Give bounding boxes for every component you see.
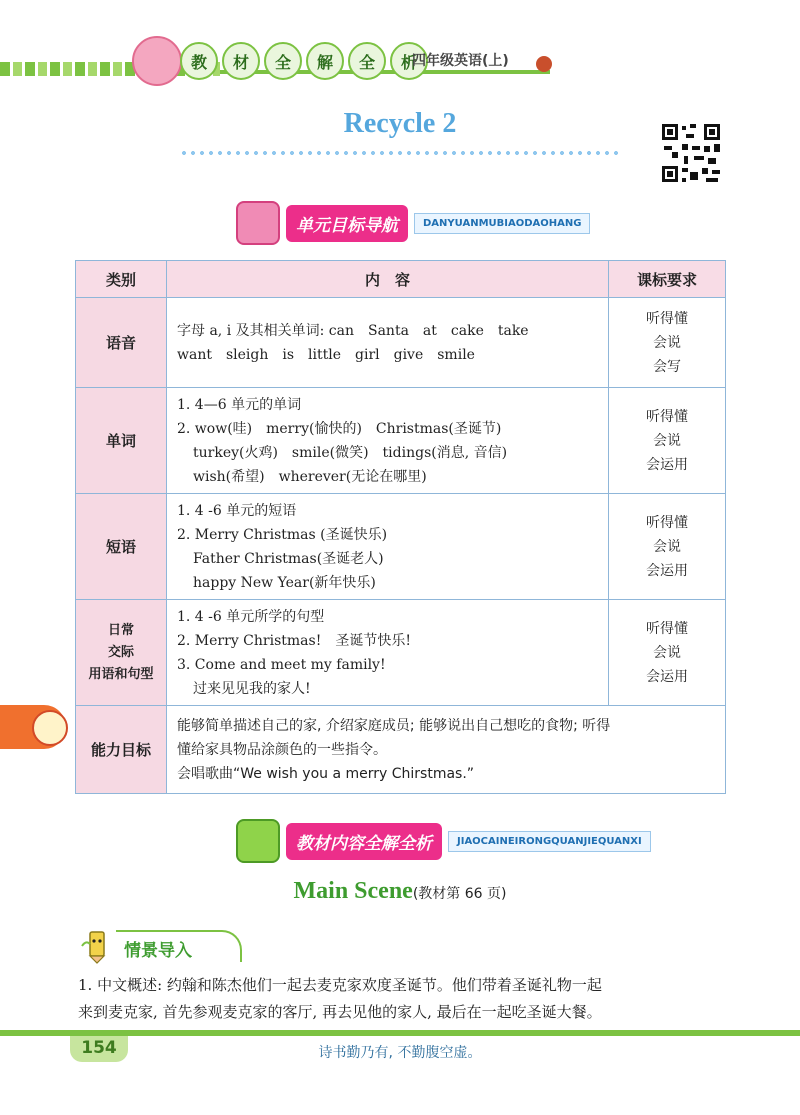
table-row bbox=[76, 494, 726, 600]
content-cell bbox=[167, 388, 609, 494]
series-char: 教 bbox=[180, 42, 218, 80]
table-row bbox=[76, 298, 726, 388]
requirement: 会运用 bbox=[646, 456, 688, 473]
content-cell bbox=[167, 706, 726, 794]
paragraph-line: 来到麦克家, 首先参观麦克家的客厅, 再去见他的家人, 最后在一起吃圣诞大餐。 bbox=[78, 1003, 602, 1021]
qr-code-icon[interactable] bbox=[660, 122, 722, 184]
category-label: 单词 bbox=[105, 432, 136, 450]
content-line: 能够简单描述自己的家, 介绍家庭成员; 能够说出自己想吃的食物; 听得 bbox=[177, 717, 611, 734]
content-line: 2. wow(哇) merry(愉快的) Christmas(圣诞节) bbox=[177, 420, 502, 437]
footer-motto: 诗书勤乃有, 不勤腹空虚。 bbox=[318, 1045, 482, 1061]
requirement: 听得懂 bbox=[646, 620, 688, 637]
cube-mascot-icon bbox=[236, 201, 280, 245]
banner-pinyin-tag: DANYUANMUBIAODAOHANG bbox=[414, 213, 590, 234]
intro-label: 情景导入 bbox=[124, 941, 192, 961]
series-char: 析 bbox=[390, 42, 428, 80]
table-row bbox=[76, 388, 726, 494]
banner-pinyin-tag: JIAOCAINEIRONGQUANJIEQUANXI bbox=[448, 831, 651, 852]
series-char: 全 bbox=[264, 42, 302, 80]
requirement-cell bbox=[609, 494, 726, 600]
requirement: 会说 bbox=[653, 432, 681, 449]
category-label: 能力目标 bbox=[90, 741, 151, 759]
banner-label: 教材内容全解全析 bbox=[286, 823, 442, 860]
requirement-cell bbox=[609, 600, 726, 706]
content-line: 2. Merry Christmas (圣诞快乐) bbox=[177, 526, 388, 543]
content-cell bbox=[167, 494, 609, 600]
content-line: 1. 4 -6 单元所学的句型 bbox=[177, 608, 325, 625]
paragraph-line: 1. 中文概述: 约翰和陈杰他们一起去麦克家欢度圣诞节。他们带着圣诞礼物一起 bbox=[78, 976, 602, 994]
content-line: turkey(火鸡) smile(微笑) tidings(消息, 音信) bbox=[193, 444, 508, 461]
table-header-row bbox=[76, 261, 726, 298]
header-mascot-icon bbox=[132, 36, 182, 86]
category-cell bbox=[76, 298, 167, 388]
category-cell bbox=[76, 388, 167, 494]
content-line: wish(希望) wherever(无论在哪里) bbox=[193, 468, 427, 485]
main-scene-title: Main Scene bbox=[293, 878, 413, 904]
banner-label: 单元目标导航 bbox=[286, 205, 408, 242]
content-line: 会唱歌曲“We wish you a merry Chirstmas.” bbox=[177, 765, 475, 782]
pencil-mascot-icon bbox=[78, 926, 116, 964]
side-mascot-icon bbox=[32, 710, 68, 746]
requirement-cell bbox=[609, 298, 726, 388]
category-label: 交际 bbox=[107, 644, 134, 660]
content-cell bbox=[167, 600, 609, 706]
category-cell bbox=[76, 600, 167, 706]
content-line: want sleigh is little girl give smile bbox=[177, 346, 475, 363]
table-row bbox=[76, 706, 726, 794]
unit-goals-banner bbox=[236, 200, 590, 246]
content-line: happy New Year(新年快乐) bbox=[193, 574, 376, 591]
requirement: 听得懂 bbox=[646, 408, 688, 425]
category-cell bbox=[76, 706, 167, 794]
series-char: 材 bbox=[222, 42, 260, 80]
category-label: 用语和句型 bbox=[88, 666, 154, 682]
main-scene-ref: (教材第 66 页) bbox=[412, 886, 507, 902]
content-line: 1. 4 -6 单元的短语 bbox=[177, 502, 297, 519]
series-title bbox=[180, 42, 428, 80]
content-analysis-banner bbox=[236, 818, 651, 864]
series-char: 解 bbox=[306, 42, 344, 80]
category-label: 短语 bbox=[105, 538, 136, 556]
requirement: 会说 bbox=[653, 334, 681, 351]
table-row bbox=[76, 600, 726, 706]
content-cell bbox=[167, 298, 609, 388]
requirement: 听得懂 bbox=[646, 310, 688, 327]
requirement: 会说 bbox=[653, 538, 681, 555]
grade-label: 四年级英语(上) bbox=[412, 53, 509, 69]
main-scene-heading bbox=[0, 878, 800, 905]
requirement-cell bbox=[609, 388, 726, 494]
monster-mascot-icon bbox=[236, 819, 280, 863]
content-line: 懂给家具物品涂颜色的一些指令。 bbox=[177, 741, 387, 758]
category-cell bbox=[76, 494, 167, 600]
content-line: 1. 4—6 单元的单词 bbox=[177, 396, 302, 413]
header-dot-icon bbox=[536, 56, 552, 72]
column-header: 课标要求 bbox=[609, 261, 726, 298]
requirement: 会运用 bbox=[646, 668, 688, 685]
page-number: 154 bbox=[81, 1038, 117, 1058]
content-line: 过来见见我的家人! bbox=[193, 680, 311, 697]
requirement: 会写 bbox=[653, 358, 681, 375]
content-line: 3. Come and meet my family! bbox=[177, 656, 386, 673]
title-wave-divider bbox=[180, 150, 620, 156]
content-line: 2. Merry Christmas! 圣诞节快乐! bbox=[177, 632, 411, 649]
category-label: 日常 bbox=[107, 622, 134, 638]
category-label: 语音 bbox=[105, 334, 136, 352]
requirement: 会运用 bbox=[646, 562, 688, 579]
series-char: 全 bbox=[348, 42, 386, 80]
content-line: Father Christmas(圣诞老人) bbox=[193, 550, 384, 567]
column-header: 类别 bbox=[76, 261, 167, 298]
goals-table bbox=[75, 260, 726, 794]
content-line: 字母 a, i 及其相关单词: can Santa at cake take bbox=[177, 322, 529, 339]
requirement: 会说 bbox=[653, 644, 681, 661]
intro-paragraph bbox=[78, 972, 728, 1026]
requirement: 听得懂 bbox=[646, 514, 688, 531]
page-title: Recycle 2 bbox=[343, 108, 457, 139]
column-header: 内 容 bbox=[167, 261, 609, 298]
